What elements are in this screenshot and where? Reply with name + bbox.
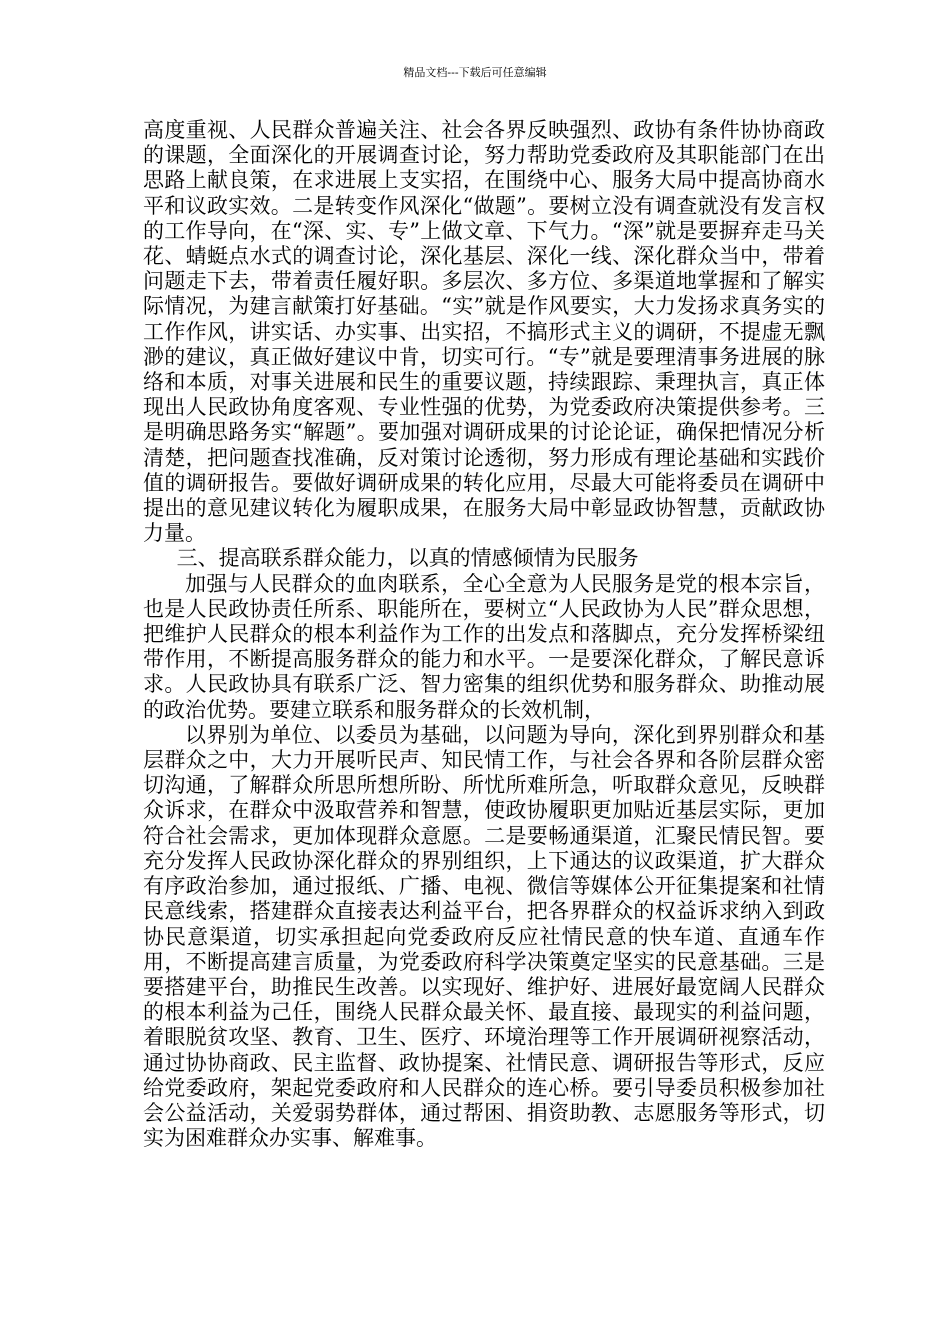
- section-heading: 三、提高联系群众能力，以真的情感倾情为民服务: [176, 546, 639, 571]
- paragraph-continued: 高度重视、人民群众普遍关注、社会各界反映强烈、政协有条件协协商政的课题，全面深化的开展调查讨论，努力帮助党委政府及其职能部门在出思路上献良策，在求进展上支实招，在围绕中心、服务大局中提高协商水平和议政实效。二是转变作风深化“做题”。要树立没有调查就没有发言权的工作导向，在“深、实、专”上做文章、下气力。“深”就是要摒弃走马关花、蜻蜓点水式的调查讨论，深化基层、深化一线、深化群众当中，带着问题走下去，带着责任履好职。多层次、多方位、多渠道地掌握和了解实际情况，为建言献策打好基础。“实”就是作风要实，大力发扬求真务实的工作作风，讲实话、办实事、出实招，不搞形式主义的调研，不提虚无飘渺的建议，真正做好建议中肯，切实可行。“专”就是要理清事务进展的脉络和本质，对事关进展和民生的重要议题，持续跟踪、秉理执言，真正体现出人民政协角度客观、专业性强的优势，为党委政府决策提供参考。三是明确思路务实“解题”。要加强对调研成果的讨论论证，确保把情况分析清楚，把问题查找准确，反对策讨论透彻，努力形成有理论基础和实践价值的调研报告。要做好调研成果的转化应用，尽最大可能将委员在调研中提出的意见建议转化为履职成果，在服务大局中彰显政协智慧，贡献政协力量。: [143, 118, 825, 546]
- paragraph: 以界别为单位、以委员为基础，以问题为导向，深化到界别群众和基层群众之中，大力开展听民声、知民情工作，与社会各界和各阶层群众密切沟通，了解群众所思所想所盼、所忧所难所急，听取群众意见，反映群众诉求，在群众中汲取营养和智慧，使政协履职更加贴近基层实际，更加符合社会需求，更加体现群众意愿。二是要畅通渠道，汇聚民情民智。要充分发挥人民政协深化群众的界别组织，上下通达的议政渠道，扩大群众有序政治参加，通过报纸、广播、电视、微信等媒体公开征集提案和社情民意线索，搭建群众直接表达利益平台，把各界群众的权益诉求纳入到政协民意渠道，切实承担起向党委政府反应社情民意的快车道、直通车作用，不断提高建言质量，为党委政府科学决策奠定坚实的民意基础。三是要搭建平台，助推民生改善。以实现好、维护好、进展好最宽阔人民群众的根本利益为己任，围绕人民群众最关怀、最直接、最现实的利益问题，着眼脱贫攻坚、教育、卫生、医疗、环境治理等工作开展调研视察活动，通过协协商政、民主监督、政协提案、社情民意、调研报告等形式，反应给党委政府，架起党委政府和人民群众的连心桥。要引导委员积极参加社会公益活动，关爱弱势群体，通过帮困、捐资助教、志愿服务等形式，切实为困难群众办实事、解难事。: [143, 722, 825, 1151]
- paragraph: 加强与人民群众的血肉联系，全心全意为人民服务是党的根本宗旨，也是人民政协责任所系、职能所在，要树立“人民政协为人民”群众思想，把维护人民群众的根本利益作为工作的出发点和落脚点，充分发挥桥梁纽带作用，不断提高服务群众的能力和水平。一是要深化群众，了解民意诉求。人民政协具有联系广泛、智力密集的组织优势和服务群众、助推动展的政治优势。要建立联系和服务群众的长效机制，: [143, 571, 825, 722]
- page-header: 精品文档---下载后可任意编辑: [403, 66, 547, 79]
- document-body: [143, 118, 825, 1151]
